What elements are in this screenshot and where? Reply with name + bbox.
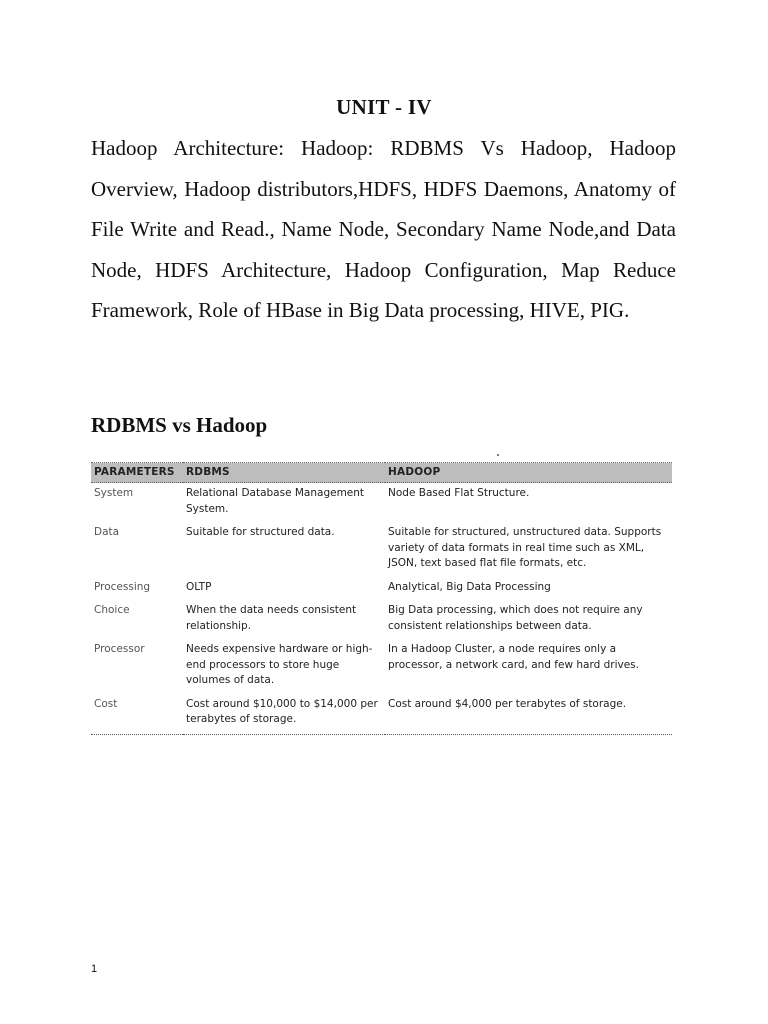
comparison-table-container (91, 462, 672, 735)
scan-dot-mark (497, 454, 499, 456)
cell-rdbms: Needs expensive hardware or high-end processors to store huge volumes of data. (186, 643, 373, 686)
cell-parameter: Choice (94, 604, 130, 616)
table-row (91, 694, 672, 735)
cell-hadoop: Cost around $4,000 per terabytes of storage. (385, 694, 672, 735)
cell-parameter: System (94, 487, 134, 499)
cell-parameter: Processing (94, 580, 151, 593)
cell-parameter: Processor (94, 643, 145, 655)
rdbms-vs-hadoop-table (91, 462, 672, 735)
unit-title: UNIT - IV (336, 95, 432, 119)
header-parameters: PARAMETERS (91, 463, 183, 483)
cell-rdbms: Relational Database Management System. (186, 487, 365, 515)
page-number: 1 (91, 963, 98, 975)
table-row (91, 577, 672, 601)
section-heading: RDBMS vs Hadoop (91, 413, 268, 437)
cell-rdbms: Suitable for structured data. (186, 526, 335, 538)
cell-hadoop: Analytical, Big Data Processing (388, 580, 551, 593)
table-row (91, 600, 672, 639)
cell-hadoop: Suitable for structured, unstructured data. Supports variety of data formats in real time such as XML, JSON, text based flat file formats, etc. (388, 526, 662, 569)
table-row (91, 483, 672, 523)
table-row (91, 522, 672, 577)
header-rdbms: RDBMS (183, 463, 385, 483)
cell-parameter: Cost (91, 694, 183, 735)
cell-hadoop: In a Hadoop Cluster, a node requires only a processor, a network card, and few hard drives. (388, 643, 639, 671)
cell-parameter: Data (94, 526, 120, 538)
cell-hadoop: Node Based Flat Structure. (388, 487, 530, 499)
table-row (91, 639, 672, 694)
cell-hadoop: Big Data processing, which does not require any consistent relationships between data. (388, 604, 643, 632)
cell-rdbms: Cost around $10,000 to $14,000 per terabytes of storage. (183, 694, 385, 735)
header-hadoop: HADOOP (385, 463, 672, 483)
unit-overview-paragraph: Hadoop Architecture: Hadoop: RDBMS Vs Hadoop, Hadoop Overview, Hadoop distributors,HDFS, HDFS Daemons, Anatomy of File Write and Read., Name Node, Secondary Name Node,and Data Node, HDFS Architecture, Hadoop Configuration, Map Reduce Framework, Role of HBase in Big Data processing, HIVE, PIG. (91, 136, 676, 322)
table-header-row (91, 463, 672, 483)
cell-rdbms: When the data needs consistent relationship. (186, 604, 357, 632)
cell-rdbms: OLTP (186, 580, 212, 593)
